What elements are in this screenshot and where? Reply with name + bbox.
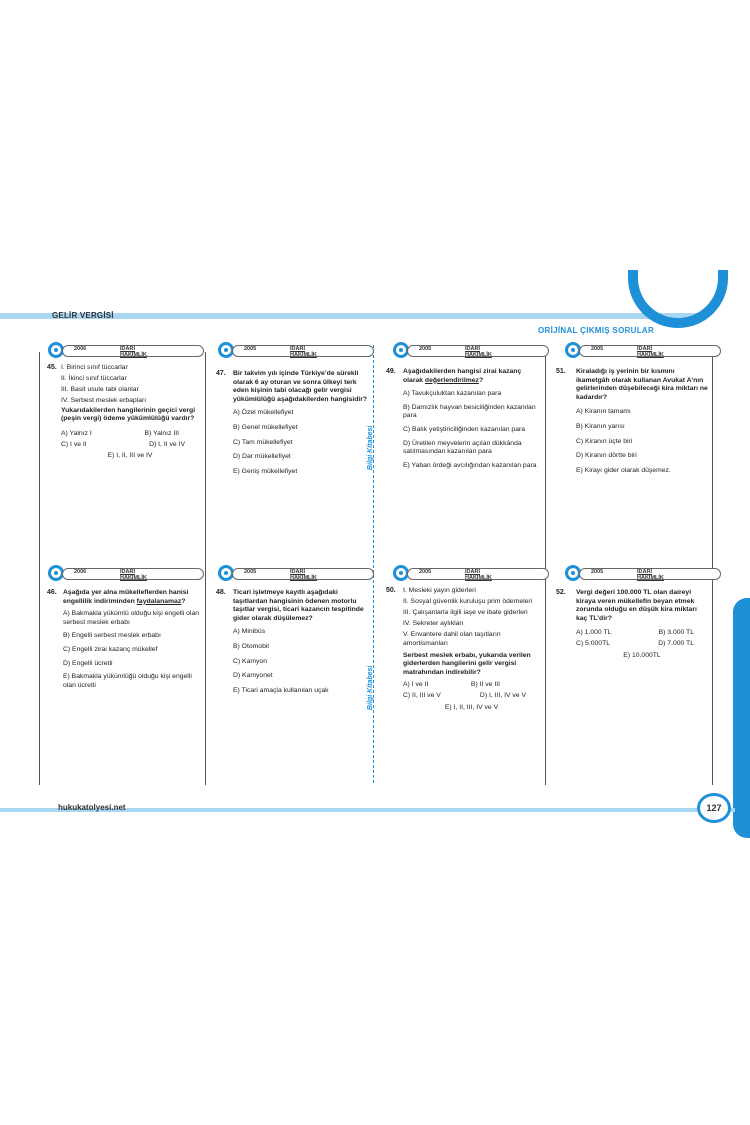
side-tab-decoration <box>733 598 750 838</box>
exam-name: İDARİ HAKİMLİK <box>637 569 664 581</box>
question-number: 45. <box>47 364 57 371</box>
exam-name: İDARİ HAKİMLİK <box>120 569 147 581</box>
option-c: C) Balık yetiştiriciliğinden kazanılan para <box>403 425 526 433</box>
list-item: III. Basit usule tabi olanlar <box>61 386 139 394</box>
option-b: B) Damızlık hayvan besiciliğinden kazanılan para <box>403 403 536 420</box>
option-c: C) Tam mükellefiyet <box>233 438 293 446</box>
option-c: C) I ve II <box>61 441 87 449</box>
option-e: E) I, II, III, IV ve V <box>444 703 499 711</box>
question-stem-emphasis: değerlendirilmez <box>424 376 479 384</box>
chapter-title: GELİR VERGİSİ <box>52 311 114 320</box>
list-item: II. Sosyal güvenlik kuruluşu prim ödemeleri <box>403 598 533 606</box>
option-b: B) Yalnız III <box>144 430 179 438</box>
exam-year: 2006 <box>74 346 87 352</box>
exam-year: 2005 <box>591 569 604 575</box>
list-item: I. Mesleki yayın giderleri <box>403 587 476 594</box>
question-stem-emphasis: faydalanamaz <box>136 597 182 605</box>
exam-name: İDARİ HAKİMLİK <box>637 346 664 358</box>
option-e: E) Geniş mükellefiyet <box>233 467 298 475</box>
exam-year: 2005 <box>419 569 432 575</box>
option-e: E) 10.000TL <box>623 651 661 659</box>
header-arc-decoration <box>628 270 728 328</box>
option-a: A) Kiranın tamamı <box>576 408 631 416</box>
question-stem: Kiraladığı iş yerinin bir kısmını ikametgâh olarak kullanan Avukat A’nın gelirlerinden düşebileceği kira miktarı ne kadardır? <box>576 368 708 401</box>
option-e: E) Yaban ördeği avcılığından kazanılan para <box>403 461 537 469</box>
exam-year: 2005 <box>591 346 604 352</box>
side-label: Bilgi Kitabesi <box>367 425 374 470</box>
question-stem: Serbest meslek erbabı, yukarıda verilen giderlerden hangilerini gelir vergisi matrahından indirebilir? <box>403 651 531 676</box>
option-d: D) Kiranın dörtte biri <box>576 452 637 460</box>
list-item: III. Çalışanlarla ilgili iaşe ve ibate giderleri <box>403 609 528 617</box>
option-b: B) Otomobil <box>233 642 269 650</box>
option-b: B) 3.000 TL <box>658 629 694 637</box>
exam-year: 2006 <box>74 569 87 575</box>
question-stem: Ticari işletmeye kayıtlı aşağıdaki taşıtlardan hangisinin ödenen motorlu taşıtlar vergisi, ticari kazancın tespitinde gider olarak düşülemez? <box>233 589 364 622</box>
column-divider <box>205 352 206 785</box>
option-b: B) II ve III <box>470 681 500 689</box>
option-d: D) I, II ve IV <box>149 441 185 449</box>
option-c: C) Engelli zirai kazanç mükellef <box>63 645 158 653</box>
left-border-line <box>39 352 40 785</box>
exam-name: İDARİ HAKİMLİK <box>465 569 492 581</box>
option-d: D) Kamyonet <box>233 672 273 680</box>
option-e: E) Bakmakla yükümlüğü olduğu kişi engelli olan ücretli <box>63 673 192 689</box>
page-number: 127 <box>697 793 731 823</box>
option-a: A) Yalnız I <box>61 430 92 438</box>
question-49 <box>386 368 540 470</box>
footer-site: hukukatolyesi.net <box>58 803 126 812</box>
list-item: I. Birinci sınıf tüccarlar <box>61 364 128 371</box>
question-stem: Aşağıdakilerden hangisi zirai kazanç olarak <box>403 368 522 384</box>
question-number: 47. <box>216 370 226 377</box>
option-b: B) Genel mükellefiyet <box>233 423 298 431</box>
question-47 <box>216 370 368 476</box>
option-d: D) I, III, IV ve V <box>479 692 526 700</box>
option-e: E) I, II, III ve IV <box>107 452 153 460</box>
question-number: 51. <box>556 368 566 375</box>
question-52 <box>556 589 708 660</box>
list-item: IV. Serbest meslek erbapları <box>61 397 147 405</box>
option-a: A) 1.000 TL <box>576 629 612 637</box>
option-a: A) I ve II <box>403 681 429 689</box>
list-item: IV. Sekreter aylıkları <box>403 620 464 628</box>
center-dashed-divider <box>373 345 374 783</box>
exam-year: 2005 <box>244 569 257 575</box>
question-number: 48. <box>216 589 226 596</box>
option-c: C) 5.000TL <box>576 640 611 648</box>
question-50 <box>386 587 540 712</box>
option-e: E) Ticari amaçla kullanılan uçak <box>233 686 329 694</box>
question-48 <box>216 589 368 695</box>
question-number: 49. <box>386 368 396 375</box>
exam-year: 2005 <box>419 346 432 352</box>
option-d: D) Üretilen meyvelerin açılan dükkânda satılmasından kazanılan para <box>403 439 522 456</box>
side-label: Bilgi Kitabesi <box>367 665 374 710</box>
question-number: 50. <box>386 587 396 594</box>
option-a: A) Özel mükellefiyet <box>233 409 294 417</box>
list-item: II. İkinci sınıf tüccarlar <box>61 375 127 383</box>
list-item: V. Envantere dahil olan taşıtların amortismanları <box>403 631 501 647</box>
option-c: C) Kiranın üçte biri <box>576 437 633 445</box>
question-number: 46. <box>47 589 57 596</box>
exam-name: İDARİ HAKİMLİK <box>290 346 317 358</box>
question-number: 52. <box>556 589 566 596</box>
option-d: D) 7.000 TL <box>658 640 694 648</box>
question-stem: Yukarıdakilerden hangilerinin geçici vergi (peşin vergi) ödeme yükümlülüğü vardır? <box>61 406 196 423</box>
exam-name: İDARİ HAKİMLİK <box>465 346 492 358</box>
question-45 <box>47 364 199 461</box>
question-46 <box>47 589 199 690</box>
exam-name: İDARİ HAKİMLİK <box>290 569 317 581</box>
question-stem: Vergi değeri 100.000 TL olan daireyi kiraya veren mükellefin beyan etmek zorunda olduğu en düşük kira miktarı kaç TL’dir? <box>576 589 697 622</box>
question-stem-end: ? <box>181 597 186 605</box>
option-c: C) II, III ve V <box>403 692 441 700</box>
exam-year: 2005 <box>244 346 257 352</box>
option-a: A) Minibüs <box>233 628 266 636</box>
option-a: A) Tavukçuluktan kazanılan para <box>403 390 502 398</box>
question-stem: Aşağıda yer alna mükelleflerden hanisi engellilik indiriminden <box>63 589 189 605</box>
question-stem-end: ? <box>478 376 484 384</box>
question-51 <box>556 368 708 475</box>
option-b: B) Engelli serbest meslek erbabı <box>63 632 161 640</box>
option-e: E) Kirayı gider olarak düşemez. <box>576 466 671 474</box>
option-b: B) Kiranın yarısı <box>576 422 625 430</box>
option-d: D) Dar mükellefiyet <box>233 453 291 461</box>
exam-name: İDARİ HAKİMLİK <box>120 346 147 358</box>
section-subtitle: ORİJİNAL ÇIKMIŞ SORULAR <box>538 326 655 335</box>
question-stem: Bir takvim yılı içinde Türkiye’de sürekli olarak 6 ay oturan ve sonra ülkeyi terk eden kişinin tabi olacağı gelir vergisi yükümlülüğü aşağıdakilerden hangisidir? <box>233 370 368 403</box>
option-a: A) Bakmakla yükümlü olduğu kişi engelli olan serbest meslek erbabı <box>63 610 200 626</box>
option-c: C) Kamyon <box>233 657 267 665</box>
option-d: D) Engelli ücretli <box>63 659 113 667</box>
